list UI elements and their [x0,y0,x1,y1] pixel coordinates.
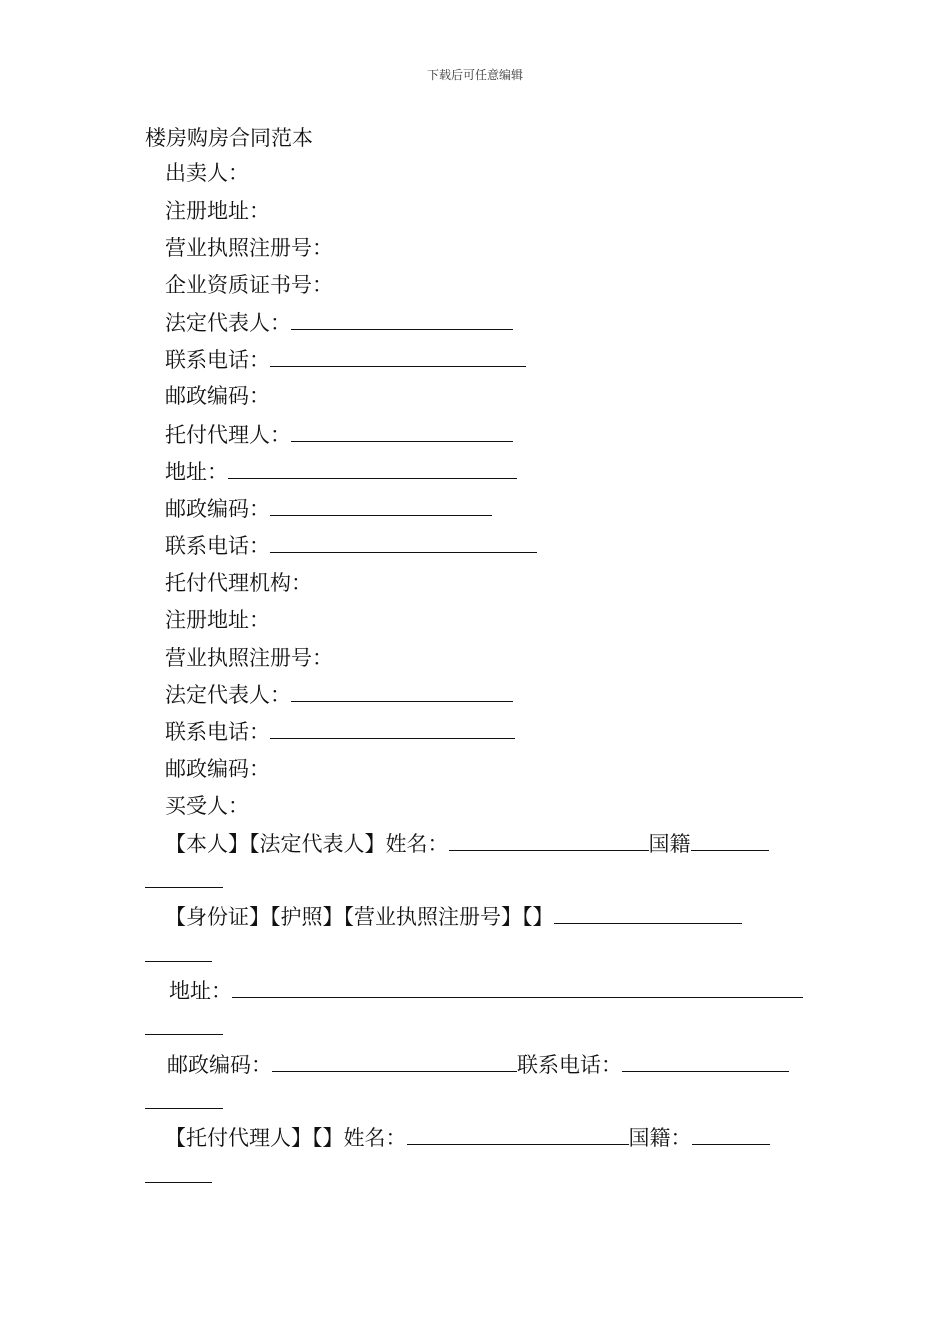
agent-phone-label: 联系电话： [165,534,270,558]
agent-postcode-blank[interactable] [270,493,492,516]
buyer-contact-row [167,1049,789,1080]
buyer-postcode-blank[interactable] [272,1049,517,1072]
buyer-address-blank[interactable] [232,975,803,998]
legal-rep-row [165,307,513,338]
address-blank[interactable] [228,456,517,479]
buyer-id-blank-continued[interactable] [145,961,212,962]
license-no-label: 营业执照注册号： [165,236,333,260]
buyer-label: 买受人： [165,794,249,818]
buyer-id-row [165,901,742,932]
agency-label: 托付代理机构： [165,571,312,595]
agency-postcode-label: 邮政编码： [165,757,270,781]
buyer-address-label: 地址： [169,979,232,1003]
agency-phone-blank[interactable] [270,716,515,739]
buyer-nationality-blank-continued[interactable] [145,887,223,888]
buyer-identity-row [165,828,769,859]
buyer-phone-blank[interactable] [622,1049,789,1072]
agency-legal-rep-row [165,679,513,710]
address-row [165,456,517,487]
buyer-phone-blank-continued[interactable] [145,1108,223,1109]
agent-blank[interactable] [291,419,513,442]
phone-row [165,344,526,375]
buyer-nationality-blank[interactable] [691,828,769,851]
agency-phone-label: 联系电话： [165,720,270,744]
postcode-label: 邮政编码： [165,384,270,408]
qualification-no-label: 企业资质证书号： [165,273,333,297]
buyer-agent-nationality-blank-continued[interactable] [145,1182,212,1183]
agent-phone-row [165,530,537,561]
buyer-address-row [169,975,803,1006]
agent-phone-blank[interactable] [270,530,537,553]
buyer-address-blank-continued[interactable] [145,1034,223,1035]
agent-label: 托付代理人： [165,423,291,447]
agency-license-no-label: 营业执照注册号： [165,646,333,670]
buyer-postcode-label: 邮政编码： [167,1053,272,1077]
agency-legal-rep-blank[interactable] [291,679,513,702]
buyer-identity-label: 【本人】【法定代表人】姓名： [165,832,449,856]
buyer-agent-name-blank[interactable] [407,1122,629,1145]
legal-rep-label: 法定代表人： [165,311,291,335]
buyer-id-blank[interactable] [554,901,742,924]
buyer-id-label: 【身份证】【护照】【营业执照注册号】【】 [165,905,554,929]
registered-address-label: 注册地址： [165,199,270,223]
document-title: 楼房购房合同范本 [145,126,313,150]
agent-row [165,419,513,450]
phone-label: 联系电话： [165,348,270,372]
buyer-phone-label: 联系电话： [517,1053,622,1077]
buyer-agent-nationality-label: 国籍： [628,1126,692,1150]
agency-phone-row [165,716,515,747]
agent-postcode-row [165,493,492,524]
seller-label: 出卖人： [165,161,249,185]
phone-blank[interactable] [270,344,526,367]
address-label: 地址： [165,460,228,484]
agency-registered-address-label: 注册地址： [165,608,270,632]
buyer-agent-row [165,1122,770,1153]
page-header-note: 下载后可任意编辑 [426,68,523,82]
buyer-agent-label: 【托付代理人】【】姓名： [165,1126,407,1150]
buyer-nationality-label: 国籍 [648,832,691,856]
agent-postcode-label: 邮政编码： [165,497,270,521]
agency-legal-rep-label: 法定代表人： [165,683,291,707]
buyer-agent-nationality-blank[interactable] [692,1122,770,1145]
buyer-name-blank[interactable] [449,828,649,851]
legal-rep-blank[interactable] [291,307,513,330]
